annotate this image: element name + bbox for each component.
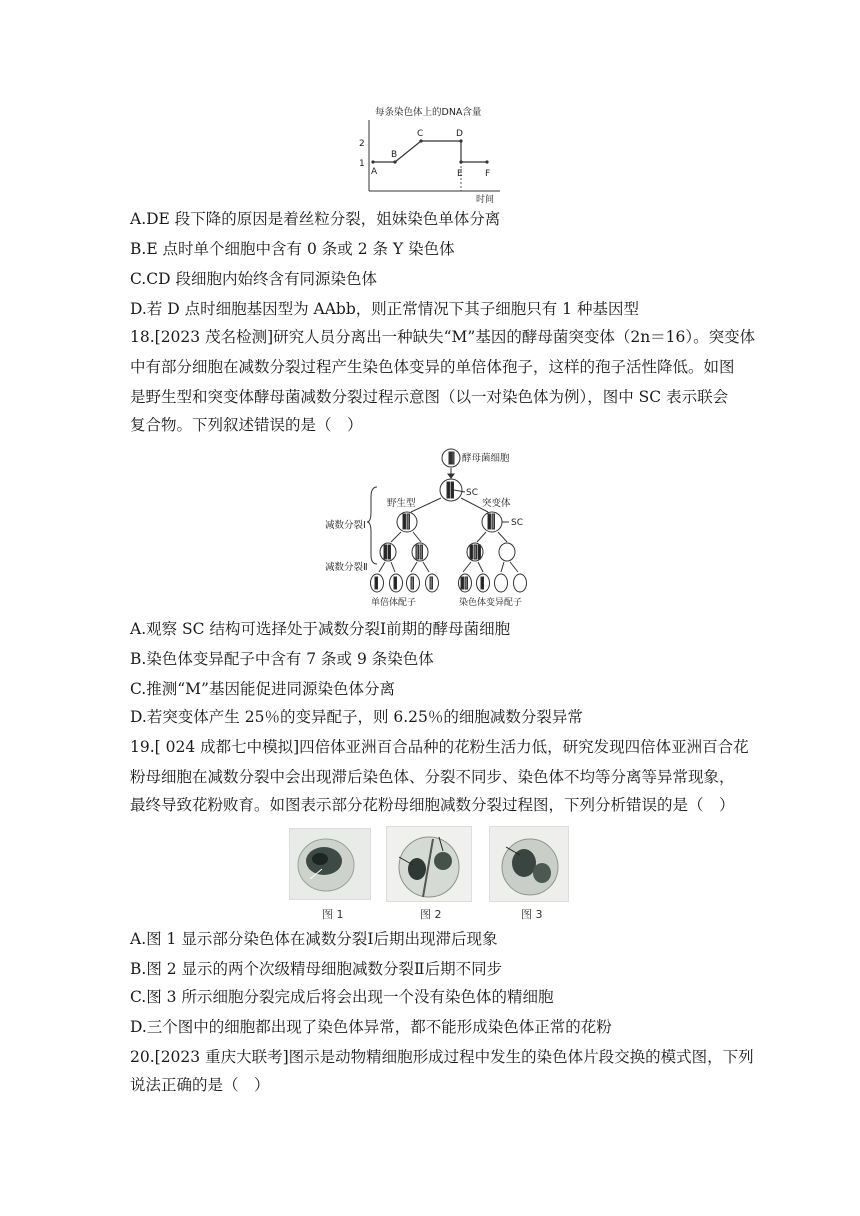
point-label: B [391,150,398,160]
q18-stem-line1: 18.[2023 茂名检测]研究人员分离出一种缺失“M”基因的酵母菌突变体（2n＝16）。突变体 [130,328,756,346]
q18-option-c: C.推测“M”基因能促进同源染色体分离 [130,680,395,698]
point-label: A [371,167,378,177]
label-variant-gamete: 染色体变异配子 [459,598,523,608]
q19-option-c: C.图 3 所示细胞分裂完成后将会出现一个没有染色体的精细胞 [130,988,554,1006]
data-point [371,160,374,163]
dna-content-graph [355,98,505,204]
meiosis-diagram [325,442,540,612]
q19-stem-line1: 19.[ 024 成都七中模拟]四倍体亚洲百合品种的花粉生活力低，研究发现四倍体亚洲百合花 [130,738,749,756]
data-point [485,160,488,163]
caption-fig2: 图 2 [420,908,442,921]
q19-option-d: D.三个图中的细胞都出现了染色体异常，都不能形成染色体正常的花粉 [130,1018,612,1036]
label-yeast: 酵母菌细胞 [462,453,510,464]
q18-stem-line4: 复合物。下列叙述错误的是（ ） [130,416,363,434]
label-haploid-gamete: 单倍体配子 [371,598,417,608]
label-meiosis-2: 减数分裂Ⅱ [325,562,368,573]
label-wild: 野生型 [387,498,416,509]
ytick-1: 1 [359,159,365,169]
q19-stem-line2: 粉母细胞在减数分裂中会出现滞后染色体、分裂不同步、染色体不均等分离等异常现象， [130,768,735,786]
q18-stem-line3: 是野生型和突变体酵母菌减数分裂过程示意图（以一对染色体为例），图中 SC 表示联会 [130,388,729,406]
caption-fig3: 图 3 [521,908,543,921]
point-label: D [456,129,463,139]
data-point [393,160,396,163]
dna-curve [373,141,487,191]
data-point [459,160,462,163]
q17-option-a: A.DE 段下降的原因是着丝粒分裂，姐妹染色单体分离 [130,210,501,228]
data-point [459,139,462,142]
q20-stem-line1: 20.[2023 重庆大联考]图示是动物精细胞形成过程中发生的染色体片段交换的模式图，下列 [130,1048,754,1066]
micrograph-2 [386,826,472,902]
q18-option-a: A.观察 SC 结构可选择处于减数分裂Ⅰ前期的酵母菌细胞 [130,620,511,638]
q19-option-b: B.图 2 显示的两个次级精母细胞减数分裂Ⅱ后期不同步 [130,960,503,978]
caption-fig1: 图 1 [322,908,344,921]
label-meiosis-1: 减数分裂Ⅰ [325,520,366,531]
point-label: C [417,129,424,139]
q18-option-b: B.染色体变异配子中含有 7 条或 9 条染色体 [130,650,434,668]
q19-stem-line3: 最终导致花粉败育。如图表示部分花粉母细胞减数分裂过程图，下列分析错误的是（ ） [130,796,735,814]
q20-stem-line2: 说法正确的是（ ） [130,1076,270,1094]
label-sc-mutant: SC [511,518,523,528]
label-sc-top: SC [466,488,478,498]
q17-option-b: B.E 点时单个细胞中含有 0 条或 2 条 Y 染色体 [130,240,455,258]
graph-xlabel: 时间 [476,195,495,204]
micrograph-3 [489,826,569,902]
data-point [419,139,422,142]
label-mutant: 突变体 [482,498,511,509]
q17-option-c: C.CD 段细胞内始终含有同源染色体 [130,270,377,288]
graph-ylabel: 每条染色体上的DNA含量 [375,107,482,118]
point-label: E [457,169,463,179]
q19-option-a: A.图 1 显示部分染色体在减数分裂Ⅰ后期出现滞后现象 [130,930,498,948]
q17-option-d: D.若 D 点时细胞基因型为 AAbb，则正常情况下其子细胞只有 1 种基因型 [130,300,639,318]
micrograph-1 [289,828,371,900]
ytick-2: 2 [359,139,365,149]
point-label: F [485,169,491,179]
q18-stem-line2: 中有部分细胞在减数分裂过程产生染色体变异的单倍体孢子，这样的孢子活性降低。如图 [130,358,735,376]
q18-option-d: D.若突变体产生 25％的变异配子，则 6.25％的细胞减数分裂异常 [130,708,583,726]
